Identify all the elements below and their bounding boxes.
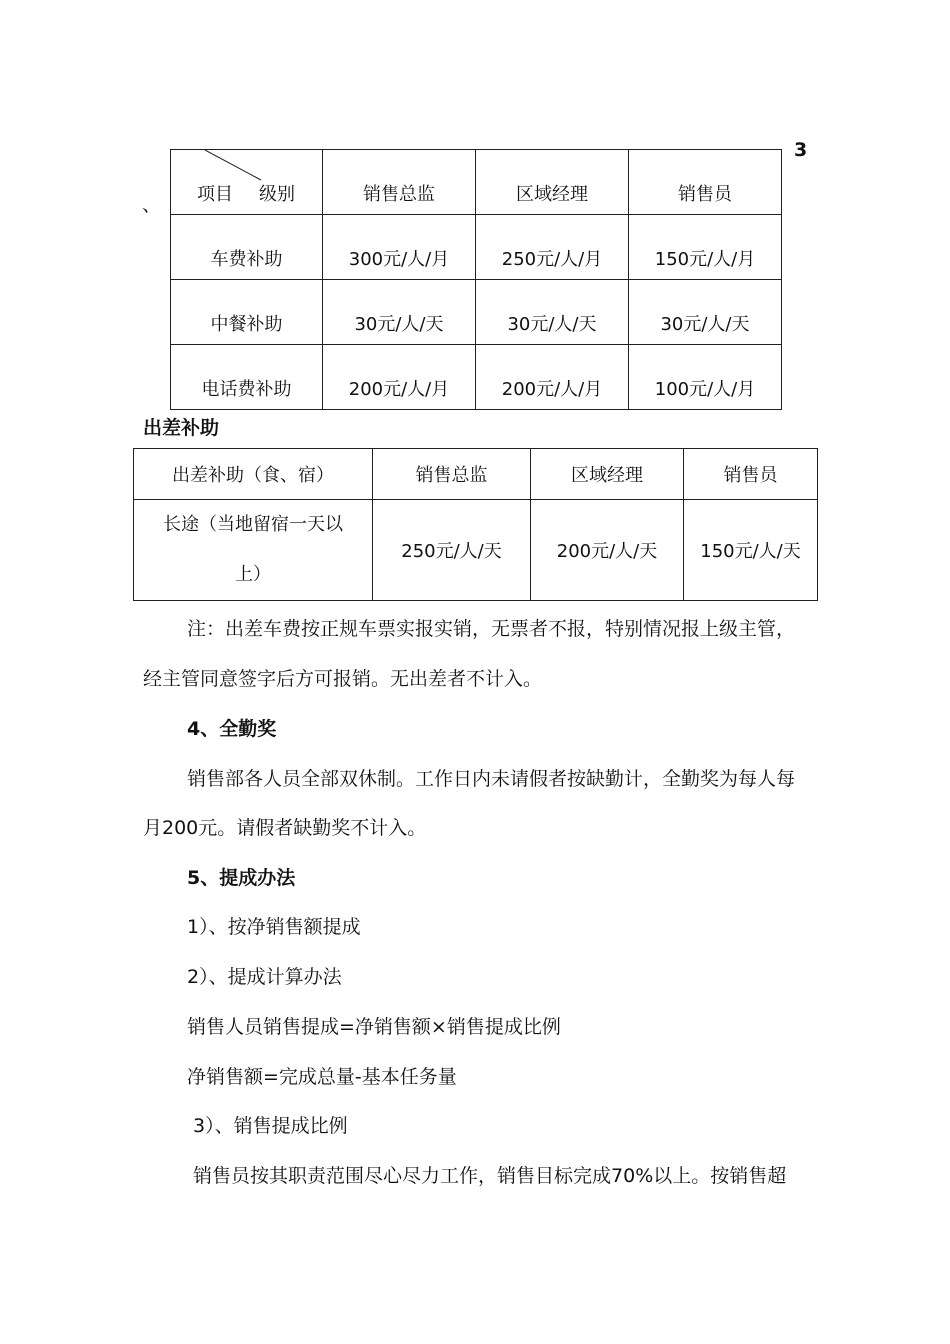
table-cell: 30元/人/天 [323, 280, 476, 345]
section4-heading: 4、全勤奖 [187, 718, 277, 740]
table-cell: 200元/人/天 [531, 500, 684, 601]
table-header-row [171, 150, 782, 215]
note-line: 注：出差车费按正规车票实报实销，无票者不报，特别情况报上级主管， [187, 618, 796, 640]
table-cell: 200元/人/月 [323, 345, 476, 410]
list-item: 3）、销售提成比例 [187, 1115, 348, 1137]
diagonal-line [171, 150, 323, 206]
row-label-line: 上） [235, 564, 271, 585]
table-cell: 30元/人/天 [629, 280, 782, 345]
table-row [171, 280, 782, 345]
table-row [134, 500, 818, 601]
section5-heading: 5、提成办法 [187, 867, 296, 889]
table-row [171, 215, 782, 280]
table-row [171, 345, 782, 410]
item-label: 项目 [197, 184, 233, 205]
column-header: 区域经理 [531, 449, 684, 500]
body-text: 销售员按其职责范围尽心尽力工作，销售目标完成70%以上。按销售超 [187, 1165, 787, 1187]
section4-text: 销售部各人员全部双休制。工作日内未请假者按缺勤计，全勤奖为每人每 [187, 768, 796, 790]
section-number: 3 [794, 139, 808, 161]
table-cell: 200元/人/月 [476, 345, 629, 410]
table-cell: 100元/人/月 [629, 345, 782, 410]
row-label-line: 长途（当地留宿一天以 [163, 514, 343, 535]
column-header: 区域经理 [476, 150, 629, 215]
column-header: 出差补助（食、宿） [134, 449, 373, 500]
section4-text: 月200元。请假者缺勤奖不计入。 [143, 817, 427, 839]
table-header-row [134, 449, 818, 500]
list-item: 1）、按净销售额提成 [187, 916, 361, 938]
formula: 净销售额=完成总量-基本任务量 [187, 1066, 457, 1088]
travel-heading: 出差补助 [143, 417, 220, 439]
row-label: 车费补助 [171, 215, 323, 280]
formula: 销售人员销售提成=净销售额×销售提成比例 [187, 1016, 561, 1038]
note-line: 经主管同意签字后方可报销。无出差者不计入。 [143, 668, 543, 690]
column-header: 销售员 [629, 150, 782, 215]
table-cell: 300元/人/月 [323, 215, 476, 280]
row-label [134, 500, 373, 601]
table-cell: 150元/人/天 [684, 500, 818, 601]
column-header: 销售总监 [323, 150, 476, 215]
row-label: 中餐补助 [171, 280, 323, 345]
column-header: 销售总监 [373, 449, 531, 500]
table-cell: 250元/人/天 [373, 500, 531, 601]
row-label: 电话费补助 [171, 345, 323, 410]
level-label: 级别 [259, 184, 295, 205]
section-mark: 、 [142, 194, 162, 216]
diagonal-header-cell [171, 150, 323, 215]
table-cell: 150元/人/月 [629, 215, 782, 280]
table-cell: 30元/人/天 [476, 280, 629, 345]
allowance-table [170, 149, 782, 410]
travel-allowance-table [133, 448, 818, 601]
list-item: 2）、提成计算办法 [187, 966, 342, 988]
column-header: 销售员 [684, 449, 818, 500]
table-cell: 250元/人/月 [476, 215, 629, 280]
